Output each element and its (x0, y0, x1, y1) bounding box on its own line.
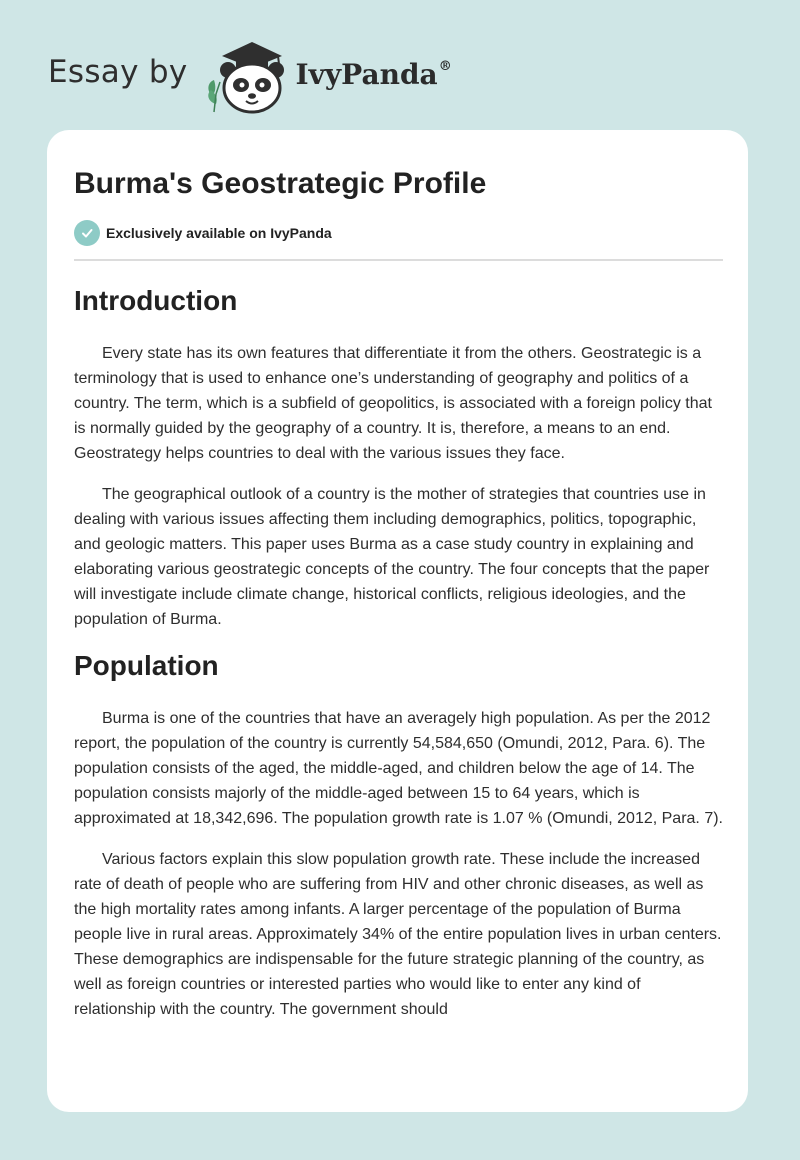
essay-card (47, 130, 748, 1112)
section-heading: Introduction (74, 285, 238, 316)
brand-text: IvyPanda (295, 57, 438, 91)
paragraph: Various factors explain this slow population growth rate. These include the increased rate of death of people who are suffering from HIV and other chronic diseases, as well as the high mortality rates among infants. A larger percentage of the population of Burma people live in rural areas. Approximately 34% of the entire population lives in urban centers. These demographics are indispensable for the future strategic planning of the country, as well as foreign countries or interested parties who would like to enter any kind of relationship with the country. The government should (74, 851, 722, 1018)
exclusive-label: Exclusively available on IvyPanda (106, 225, 332, 241)
site-header (48, 38, 452, 114)
essay-by-label: Essay by (48, 54, 188, 90)
brand-name[interactable] (296, 58, 452, 91)
paragraph: Every state has its own features that differentiate it from the others. Geostrategic is a terminology that is used to enhance one’s understanding of geography and politics of a country. The term, which is a subfield of geopolitics, is associated with a foreign policy that is normally guided by the geography of a country. It is, therefore, a means to an end. Geostrategy helps countries to deal with the various issues they face. (74, 345, 712, 462)
section-population (74, 646, 723, 1022)
section-introduction (74, 281, 723, 632)
paragraph: The geographical outlook of a country is the mother of strategies that countries use in dealing with various issues affecting them including demographics, politics, topographic, and geologic matters. This paper uses Burma as a case study country in explaining and elaborating various geostrategic concepts of the country. The four concepts that the paper will investigate include climate change, historical conflicts, religious ideologies, and the population of Burma. (74, 486, 710, 628)
check-icon (74, 220, 100, 246)
page-title: Burma's Geostrategic Profile (74, 167, 487, 200)
registered-mark: ® (438, 58, 452, 74)
panda-logo-icon[interactable] (202, 38, 292, 114)
exclusive-badge (74, 220, 723, 246)
divider (74, 259, 723, 261)
paragraph: Burma is one of the countries that have an averagely high population. As per the 2012 report, the population of the country is currently 54,584,650 (Omundi, 2012, Para. 6). The population consists of the aged, the middle-aged, and children below the age of 14. The population consists majorly of the middle-aged between 15 to 64 years, which is approximated at 18,342,696. The population growth rate is 1.07 % (Omundi, 2012, Para. 7). (74, 710, 723, 827)
essay-content (74, 162, 723, 1022)
section-heading: Population (74, 650, 219, 681)
